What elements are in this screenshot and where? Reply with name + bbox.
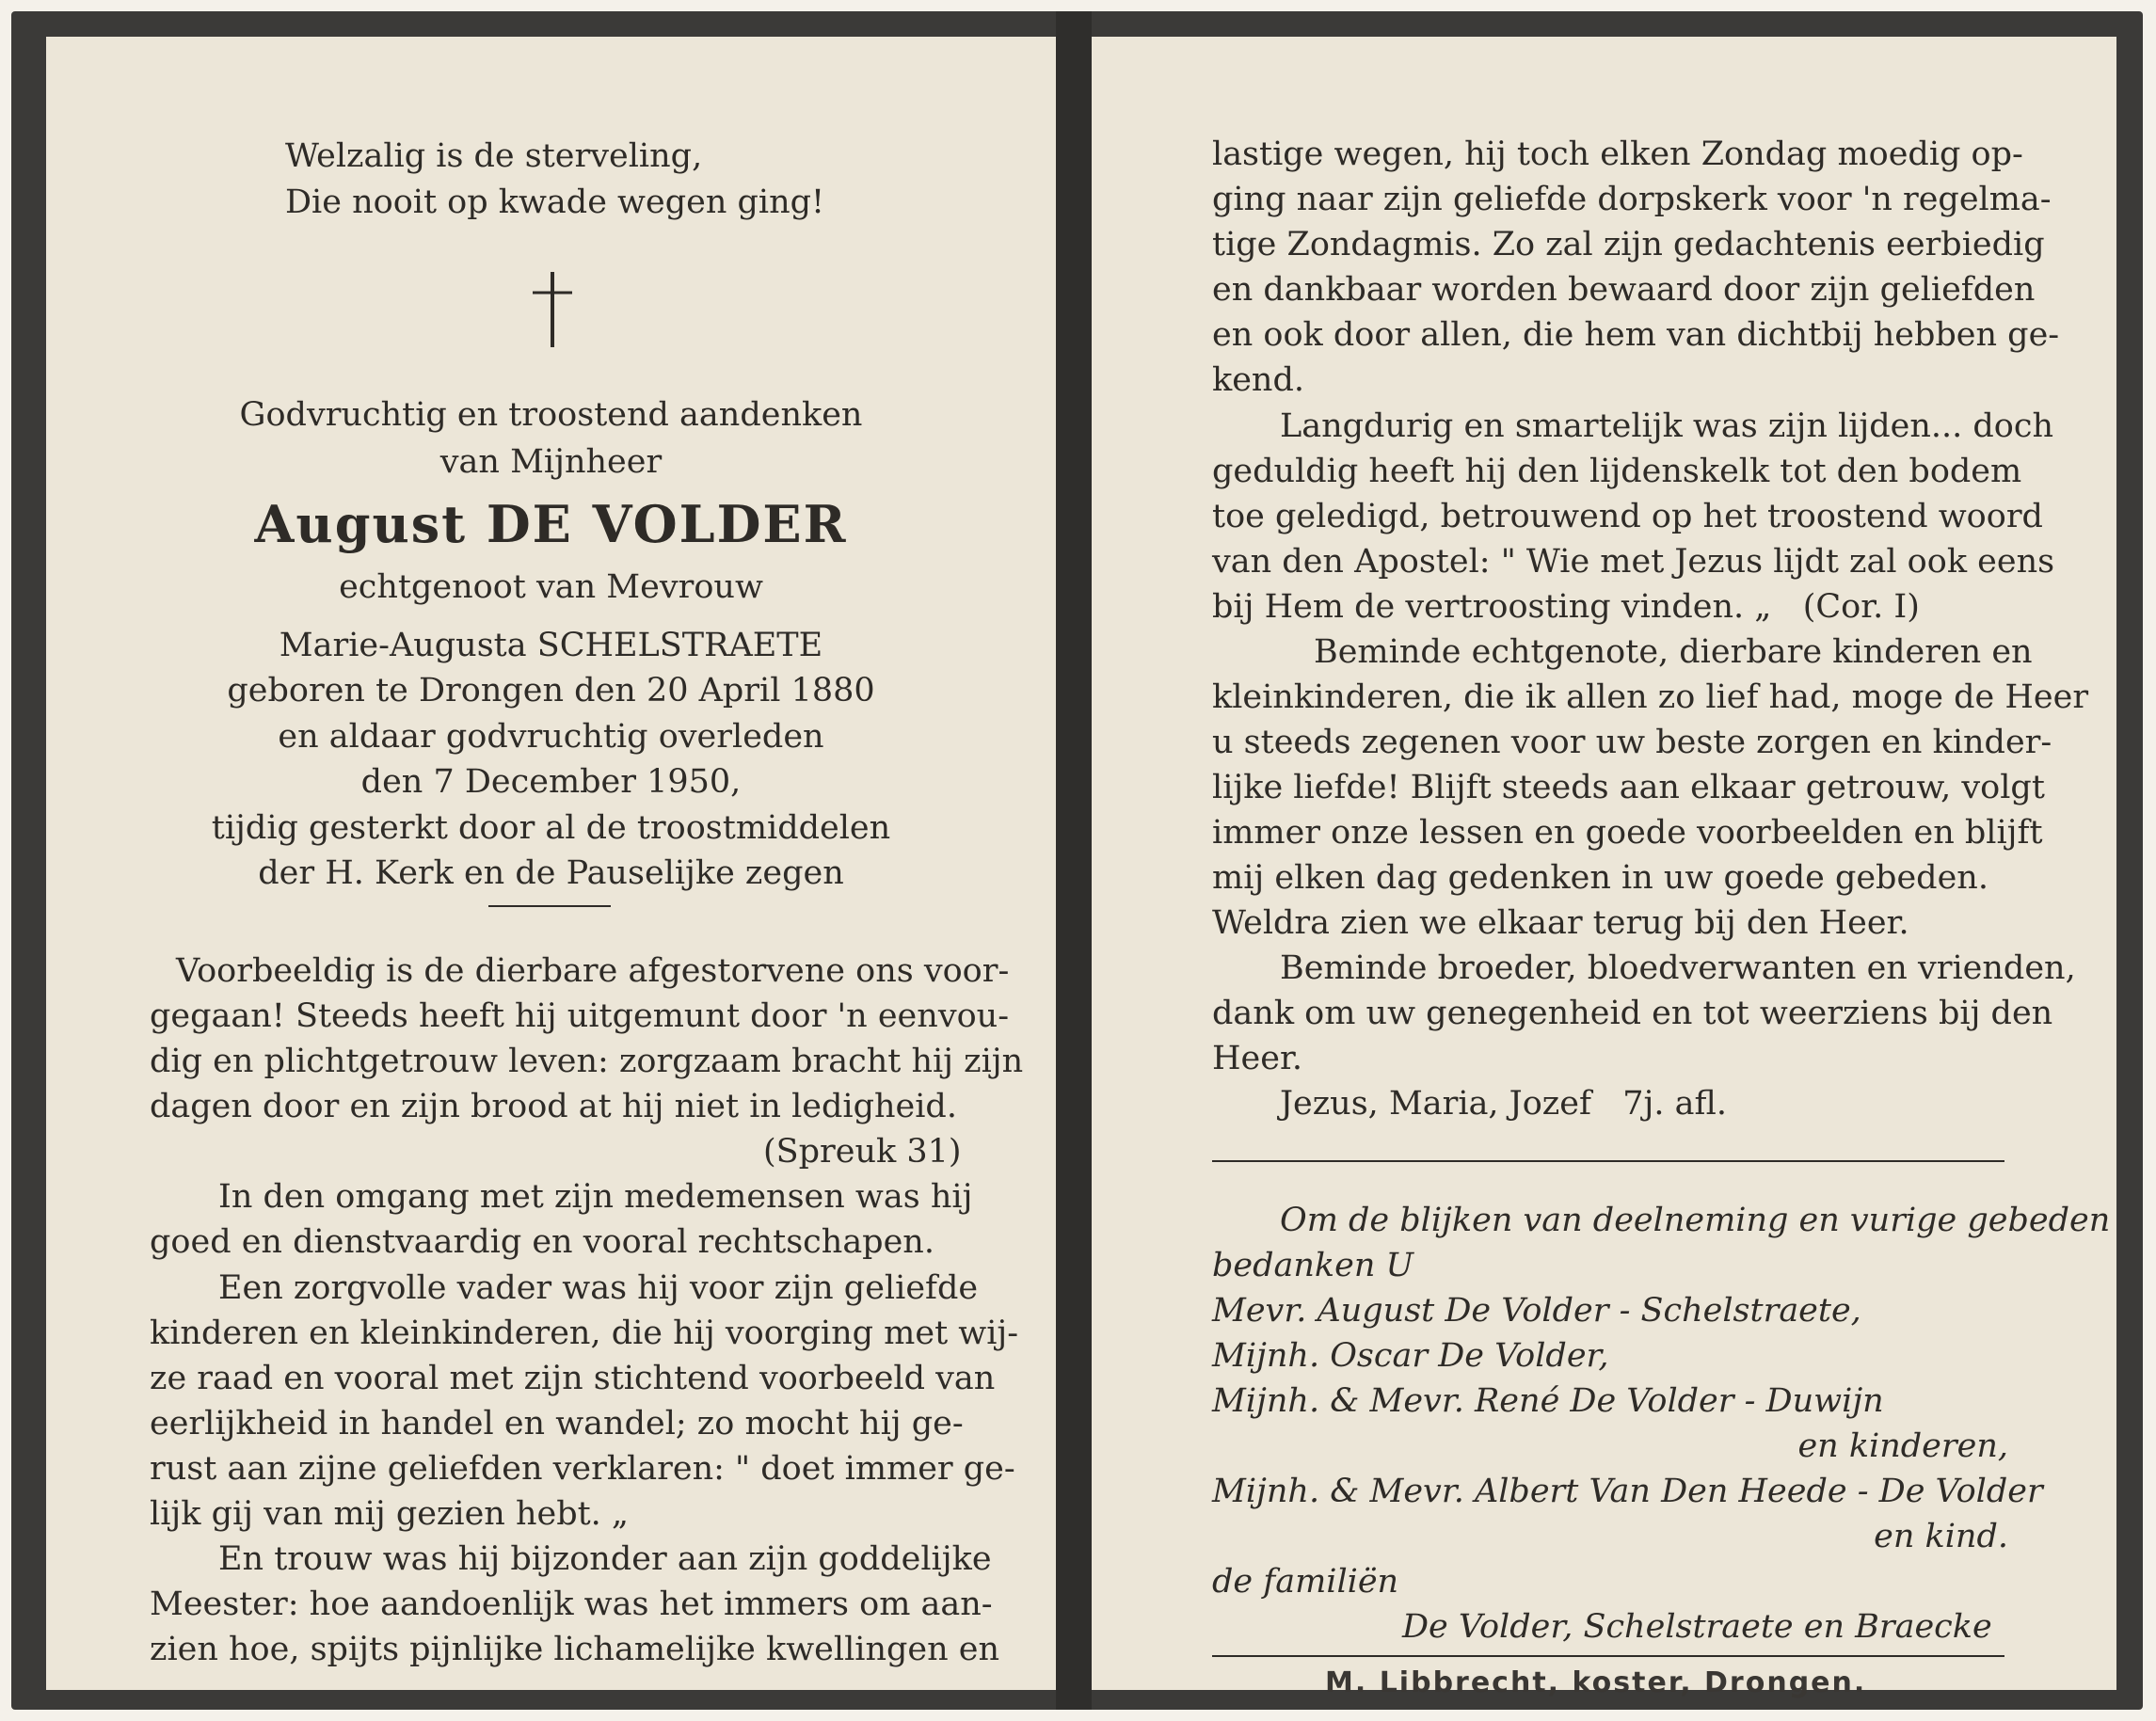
body-line: dagen door en zijn brood at hij niet in ledigheid. [150, 1088, 957, 1125]
body-line: ze raad en vooral met zijn stichtend voorbeeld van [150, 1360, 996, 1397]
body-line: dig en plichtgetrouw leven: zorgzaam bracht hij zijn [150, 1043, 1024, 1080]
body-line: In den omgang met zijn medemensen was hij [218, 1178, 973, 1216]
body-line: rust aan zijne geliefden verklaren: " doet immer ge- [150, 1450, 1015, 1488]
body-line: bij Hem de vertroosting vinden. „ (Cor. I) [1212, 588, 1920, 626]
body-line: eerlijkheid in handel en wandel; zo mocht hij ge- [150, 1405, 964, 1442]
body-line: Langdurig en smartelijk was zijn lijden... doch [1280, 407, 2054, 445]
verse-line: Die nooit op kwade wegen ging! [285, 183, 825, 221]
body-line: tige Zondagmis. Zo zal zijn gedachtenis eerbiedig [1212, 226, 2045, 263]
body-line: Beminde echtgenote, dierbare kinderen en [1314, 633, 2033, 671]
body-line: kend. [1212, 361, 1304, 399]
detail-line: geboren te Drongen den 20 April 1880 [227, 672, 875, 709]
detail-line: tijdig gesterkt door al de troostmiddelen [211, 809, 891, 847]
divider [1212, 1160, 2004, 1162]
memorial-card [11, 11, 2143, 1710]
thanks-line: de familiën [1212, 1563, 1399, 1601]
body-line: mij elken dag gedenken in uw goede gebeden. [1212, 859, 1988, 897]
intro-line: Godvruchtig en troostend aandenken [239, 396, 863, 434]
thanks-line: Mijnh. & Mevr. Albert Van Den Heede - De Volder [1212, 1473, 2043, 1510]
thanks-line: en kinderen, [1797, 1427, 2008, 1465]
body-line: Voorbeeldig is de dierbare afgestorvene ons voor- [176, 952, 1010, 990]
body-line: immer onze lessen en goede voorbeelden en blijft [1212, 814, 2043, 852]
detail-line: den 7 December 1950, [360, 763, 742, 801]
body-line: lijke liefde! Blijft steeds aan elkaar getrouw, volgt [1212, 769, 2045, 806]
divider [488, 905, 611, 907]
body-line: lijk gij van mij gezien hebt. „ [150, 1495, 630, 1533]
card-fold [1056, 11, 1092, 1710]
body-line: Een zorgvolle vader was hij voor zijn geliefde [218, 1269, 979, 1307]
body-line: geduldig heeft hij den lijdenskelk tot den bodem [1212, 453, 2022, 490]
body-line: Heer. [1212, 1040, 1302, 1077]
intro-line: van Mijnheer [439, 443, 663, 481]
body-line: dank om uw genegenheid en tot weerziens bij den [1212, 995, 2053, 1032]
thanks-line: Mijnh. Oscar De Volder, [1212, 1337, 1609, 1375]
body-line: kleinkinderen, die ik allen zo lief had, moge de Heer [1212, 678, 2089, 716]
thanks-line: Mevr. August De Volder - Schelstraete, [1212, 1292, 1861, 1330]
body-line: ging naar zijn geliefde dorpskerk voor 'n regelma- [1212, 181, 2052, 218]
body-line: lastige wegen, hij toch elken Zondag moedig op- [1212, 135, 2023, 173]
detail-line: Marie-Augusta SCHELSTRAETE [279, 627, 823, 664]
body-line: zien hoe, spijts pijnlijke lichamelijke kwellingen en [150, 1631, 1000, 1668]
body-line: Jezus, Maria, Jozef 7j. afl. [1280, 1085, 1727, 1123]
body-line: goed en dienstvaardig en vooral rechtschapen. [150, 1223, 934, 1261]
thanks-line: bedanken U [1212, 1247, 1414, 1284]
cross-icon [529, 270, 576, 349]
body-line: kinderen en kleinkinderen, die hij voorging met wij- [150, 1315, 1019, 1352]
detail-line: echtgenoot van Mevrouw [339, 568, 763, 606]
detail-line: en aldaar godvruchtig overleden [278, 718, 824, 756]
thanks-line: en kind. [1874, 1518, 2008, 1555]
body-line: van den Apostel: " Wie met Jezus lijdt zal ook eens [1212, 543, 2055, 581]
body-line: toe geledigd, betrouwend op het troostend woord [1212, 498, 2043, 535]
thanks-line: Om de blijken van deelneming en vurige gebeden [1280, 1202, 2111, 1239]
body-line: u steeds zegenen voor uw beste zorgen en kinder- [1212, 724, 2052, 761]
thanks-line: De Volder, Schelstraete en Braecke [1402, 1608, 1992, 1646]
detail-line: der H. Kerk en de Pauselijke zegen [258, 854, 844, 892]
thanks-line: Mijnh. & Mevr. René De Volder - Duwijn [1212, 1382, 1884, 1420]
body-line: en dankbaar worden bewaard door zijn geliefden [1212, 271, 2036, 309]
right-page [1092, 37, 2116, 1699]
body-line: (Spreuk 31) [763, 1133, 962, 1171]
body-line: Beminde broeder, bloedverwanten en vrienden, [1280, 949, 2076, 987]
verse-line: Welzalig is de sterveling, [285, 137, 703, 175]
left-page [46, 37, 1056, 1690]
body-line: Weldra zien we elkaar terug bij den Heer. [1212, 904, 1909, 942]
body-line: en ook door allen, die hem van dichtbij hebben ge- [1212, 316, 2060, 354]
printer-credit: M. Libbrecht, koster, Drongen. [1325, 1666, 1867, 1699]
body-line: gegaan! Steeds heeft hij uitgemunt door 'n eenvou- [150, 997, 1010, 1035]
body-line: Meester: hoe aandoenlijk was het immers om aan- [150, 1586, 993, 1623]
divider [1212, 1655, 2004, 1657]
body-line: En trouw was hij bijzonder aan zijn goddelijke [218, 1540, 992, 1578]
deceased-name: August DE VOLDER [254, 494, 848, 554]
